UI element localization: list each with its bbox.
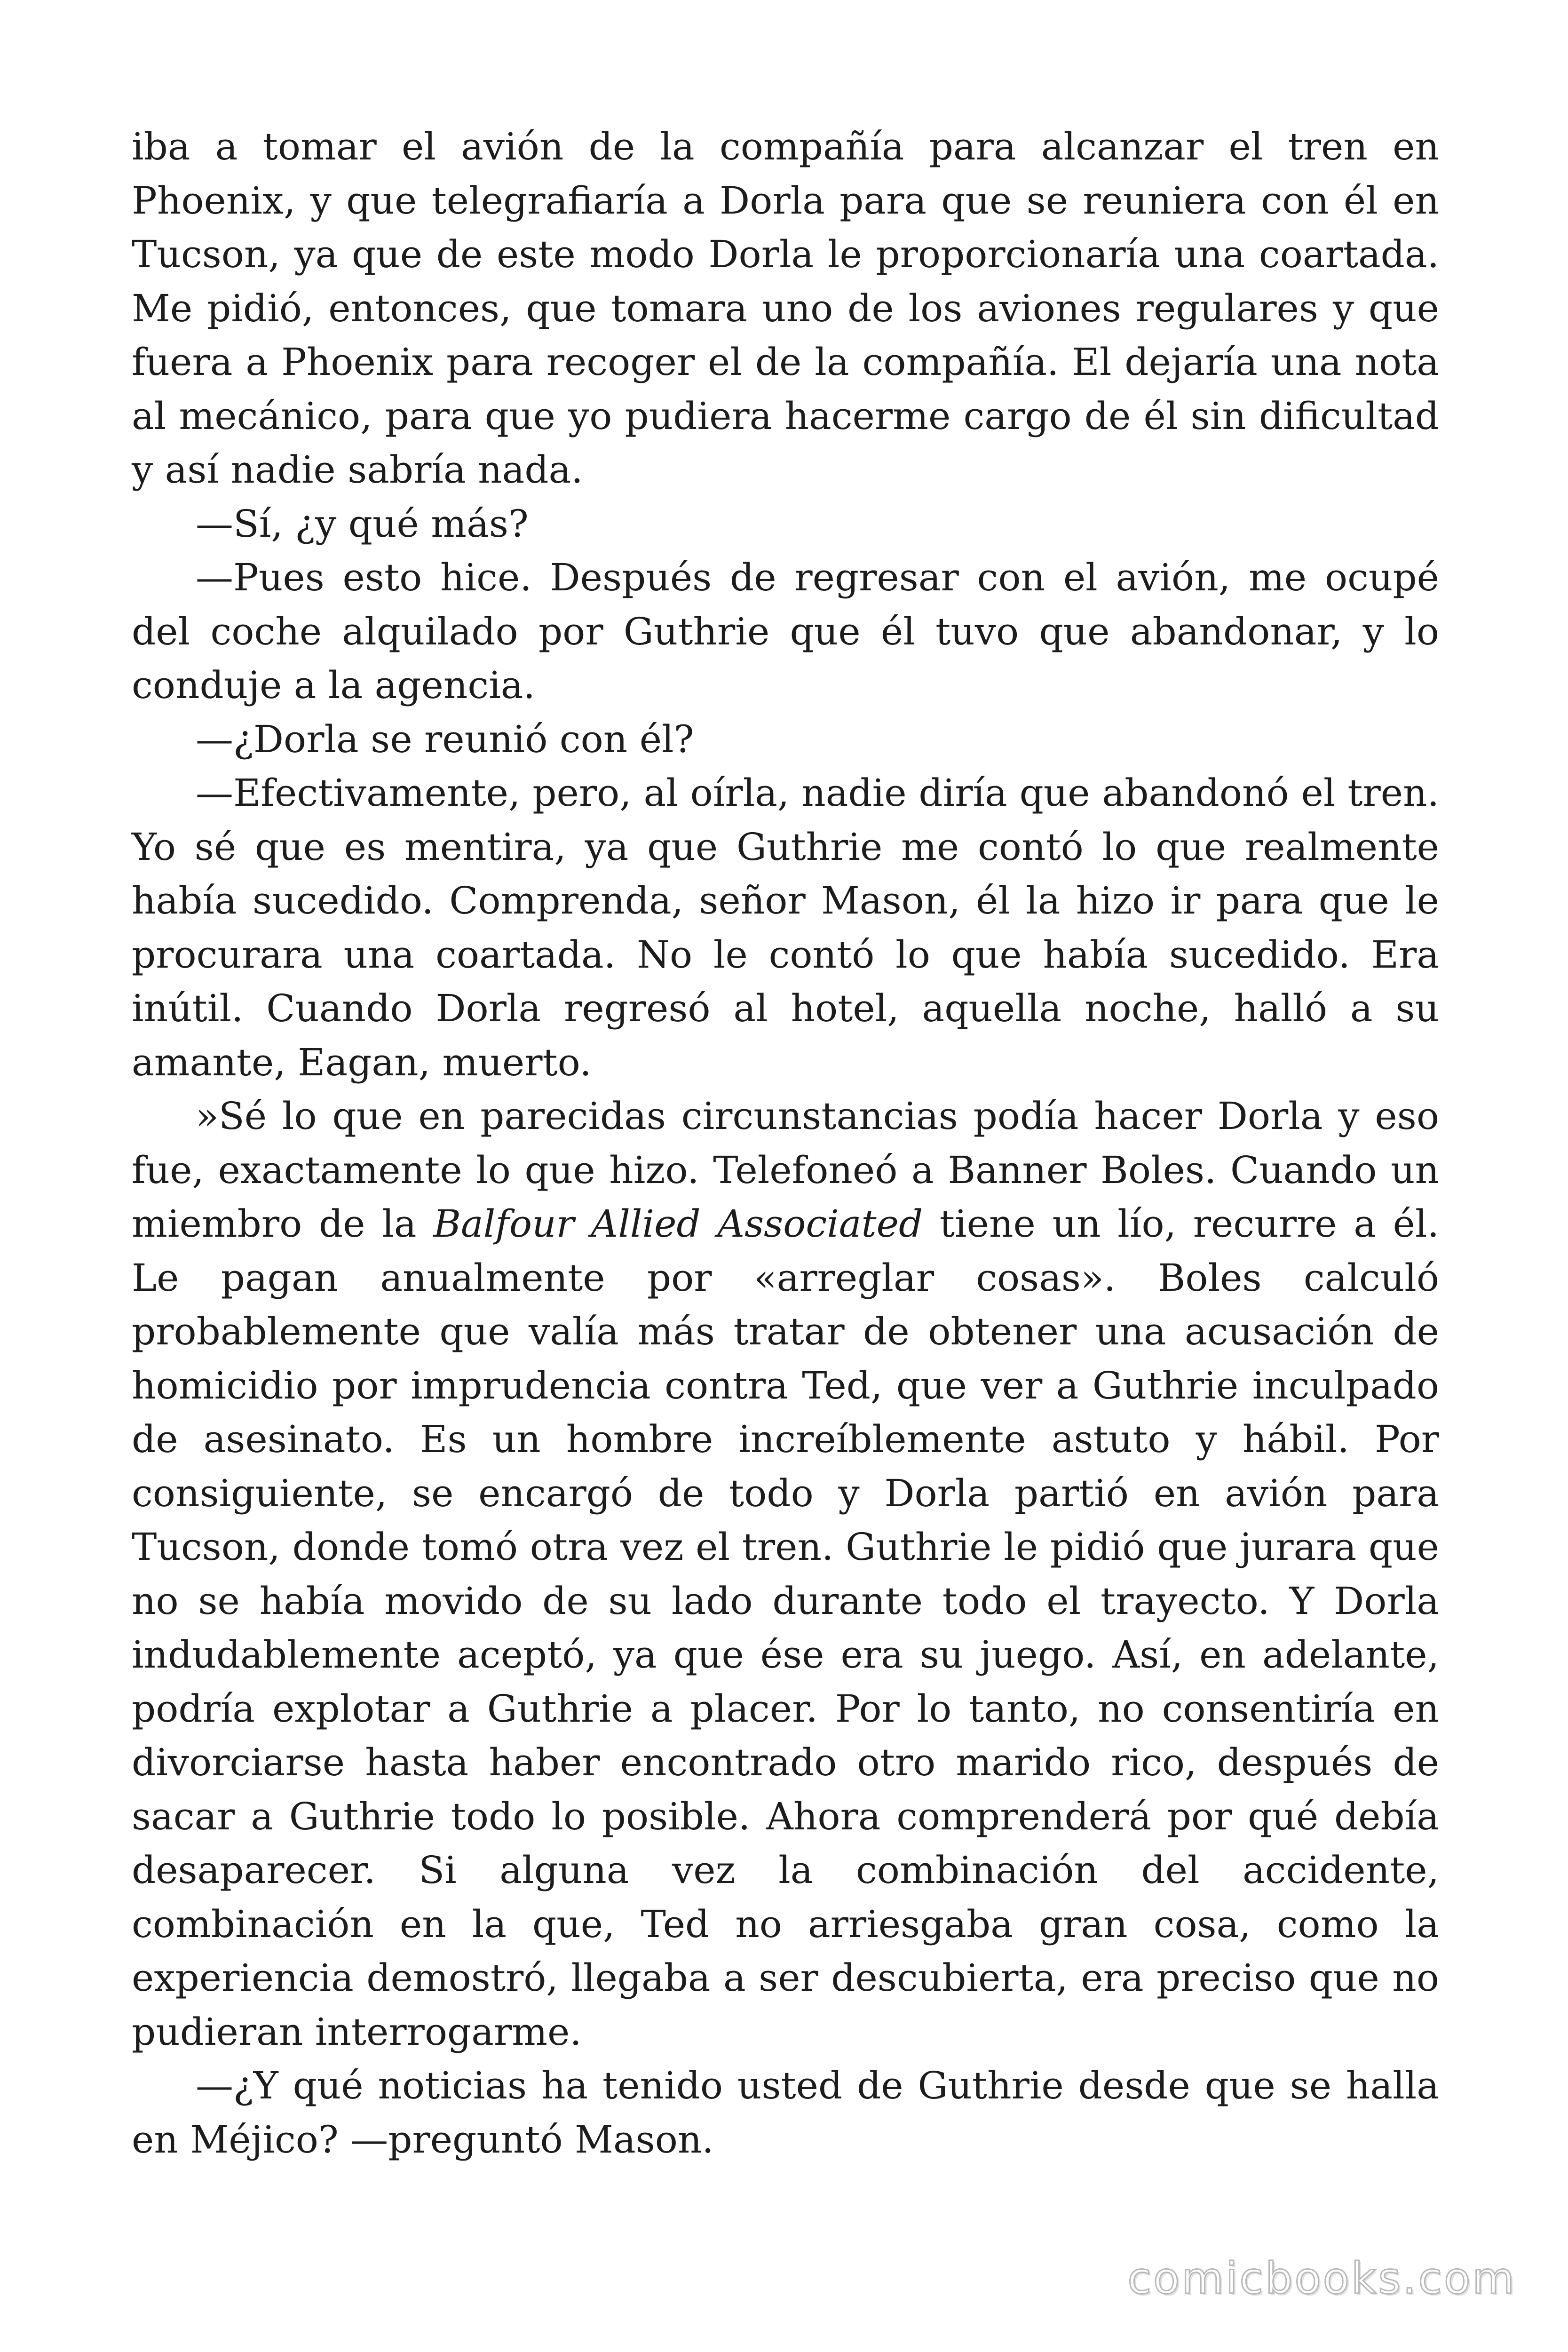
page-body	[132, 120, 1439, 2167]
paragraph-6-before: »Sé lo que en parecidas circunstancias podía hacer Dorla y eso fue, exactamente lo que hizo. Telefoneó a Banner Boles. Cuando un miembro de la	[132, 1094, 1439, 1246]
watermark-logo: comicbooks.com	[1127, 2253, 1516, 2304]
paragraph-6-after: tiene un lío, recurre a él. Le pagan anualmente por «arreglar cosas». Boles calculó probablemente que valía más tratar de obtener una acusación de homicidio por imprudencia contra Ted, que ver a Guthrie inculpado de asesinato. Es un hombre increíblemente astuto y hábil. Por consiguiente, se encargó de todo y Dorla partió en avión para Tucson, donde tomó otra vez el tren. Guthrie le pidió que jurara que no se había movido de su lado durante todo el trayecto. Y Dorla indudablemente aceptó, ya que ése era su juego. Así, en adelante, podría explotar a Guthrie a placer. Por lo tanto, no consentiría en divorciarse hasta haber encontrado otro marido rico, después de sacar a Guthrie todo lo posible. Ahora comprenderá por qué debía desaparecer. Si alguna vez la combinación del accidente, combinación en la que, Ted no arriesgaba gran cosa, como la experiencia demostró, llegaba a ser descubierta, era preciso que no pudieran interrogarme.	[132, 1202, 1439, 2054]
paragraph-3: —Pues esto hice. Después de regresar con el avión, me ocupé del coche alquilado por Guthrie que él tuvo que abandonar, y lo conduje a la agencia.	[132, 556, 1439, 707]
paragraph-5: —Efectivamente, pero, al oírla, nadie diría que abandonó el tren. Yo sé que es mentira, ya que Guthrie me contó lo que realmente había sucedido. Comprenda, señor Mason, él la hizo ir para que le procurara una coartada. No le contó lo que había sucedido. Era inútil. Cuando Dorla regresó al hotel, aquella noche, halló a su amante, Eagan, muerto.	[132, 771, 1439, 1084]
paragraph-2: —Sí, ¿y qué más?	[196, 501, 529, 546]
paragraph-6-italic-title: Balfour Allied Associated	[433, 1202, 923, 1246]
paragraph-1: iba a tomar el avión de la compañía para alcanzar el tren en Phoenix, y que telegrafiaría a Dorla para que se reuniera con él en Tucson, ya que de este modo Dorla le proporcionaría una coartada. Me pidió, entonces, que tomara uno de los aviones regulares y que fuera a Phoenix para recoger el de la compañía. El dejaría una nota al mecánico, para que yo pudiera hacerme cargo de él sin dificultad y así nadie sabría nada.	[132, 125, 1439, 492]
paragraph-6	[132, 1089, 1439, 2059]
paragraph-7: —¿Y qué noticias ha tenido usted de Guthrie desde que se halla en Méjico? —preguntó Mason.	[132, 2064, 1439, 2161]
paragraph-4: —¿Dorla se reunió con él?	[196, 717, 694, 761]
